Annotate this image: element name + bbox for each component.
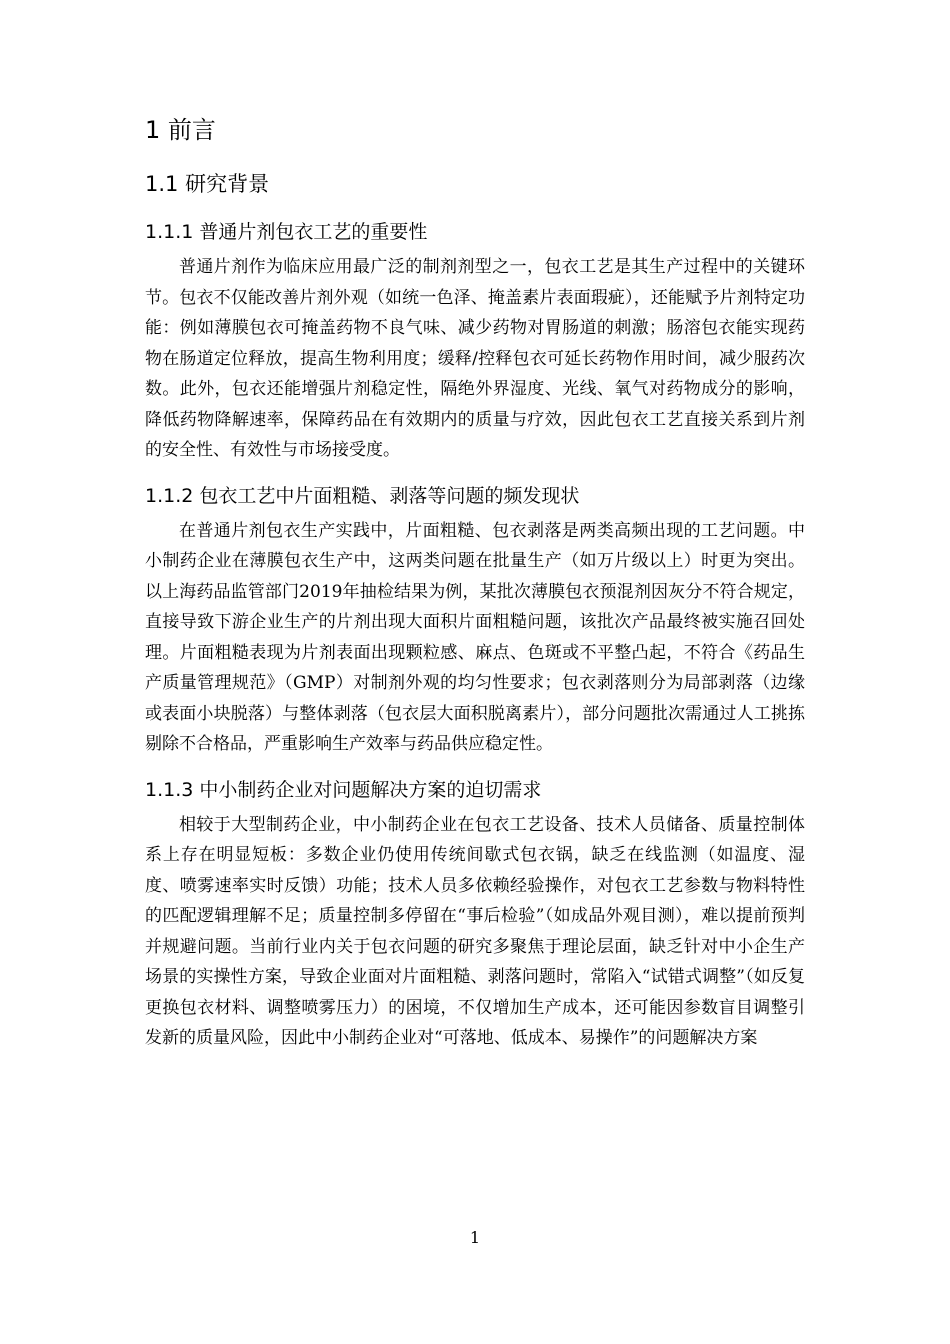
page-content xyxy=(145,110,805,1068)
subsection-1-1-2 xyxy=(145,480,805,760)
chapter-heading: 1 前言 xyxy=(145,116,216,144)
subsection-heading: 1.1.2 包衣工艺中片面粗糙、剥落等问题的频发现状 xyxy=(145,484,580,507)
body-paragraph: 在普通片剂包衣生产实践中，片面粗糙、包衣剥落是两类高频出现的工艺问题。中小制药企业在薄膜包衣生产中，这两类问题在批量生产（如万片级以上）时更为突出。以上海药品监管部门2019年抽检结果为例，某批次薄膜包衣预混剂因灰分不符合规定，直接导致下游企业生产的片剂出现大面积片面粗糙问题，该批次产品最终被实施召回处理。片面粗糙表现为片剂表面出现颗粒感、麻点、色斑或不平整凸起，不符合《药品生产质量管理规范》（GMP）对制剂外观的均匀性要求；包衣剥落则分为局部剥落（边缘或表面小块脱落）与整体剥落（包衣层大面积脱离素片），部分问题批次需通过人工挑拣剔除不合格品，严重影响生产效率与药品供应稳定性。 xyxy=(145,520,805,754)
subsection-heading: 1.1.3 中小制药企业对问题解决方案的迫切需求 xyxy=(145,778,542,801)
section-heading: 1.1 研究背景 xyxy=(145,172,270,196)
subsection-1-1-3 xyxy=(145,774,805,1054)
body-paragraph: 相较于大型制药企业，中小制药企业在包衣工艺设备、技术人员储备、质量控制体系上存在明显短板：多数企业仍使用传统间歇式包衣锅，缺乏在线监测（如温度、湿度、喷雾速率实时反馈）功能；技术人员多依赖经验操作，对包衣工艺参数与物料特性的匹配逻辑理解不足；质量控制多停留在“事后检验”（如成品外观目测），难以提前预判并规避问题。当前行业内关于包衣问题的研究多聚焦于理论层面，缺乏针对中小企生产场景的实操性方案，导致企业面对片面粗糙、剥落问题时，常陷入“试错式调整”（如反复更换包衣材料、调整喷雾压力）的困境，不仅增加生产成本，还可能因参数盲目调整引发新的质量风险，因此中小制药企业对“可落地、低成本、易操作”的问题解决方案 xyxy=(145,814,805,1048)
subsection-1-1-1 xyxy=(145,216,805,466)
body-paragraph: 普通片剂作为临床应用最广泛的制剂剂型之一，包衣工艺是其生产过程中的关键环节。包衣不仅能改善片剂外观（如统一色泽、掩盖素片表面瑕疵），还能赋予片剂特定功能：例如薄膜包衣可掩盖药物不良气味、减少药物对胃肠道的刺激；肠溶包衣能实现药物在肠道定位释放，提高生物利用度；缓释/控释包衣可延长药物作用时间，减少服药次数。此外，包衣还能增强片剂稳定性，隔绝外界湿度、光线、氧气对药物成分的影响，降低药物降解速率，保障药品在有效期内的质量与疗效，因此包衣工艺直接关系到片剂的安全性、有效性与市场接受度。 xyxy=(145,257,805,460)
subsection-heading: 1.1.1 普通片剂包衣工艺的重要性 xyxy=(145,221,428,243)
page-number: 1 xyxy=(469,1228,481,1247)
